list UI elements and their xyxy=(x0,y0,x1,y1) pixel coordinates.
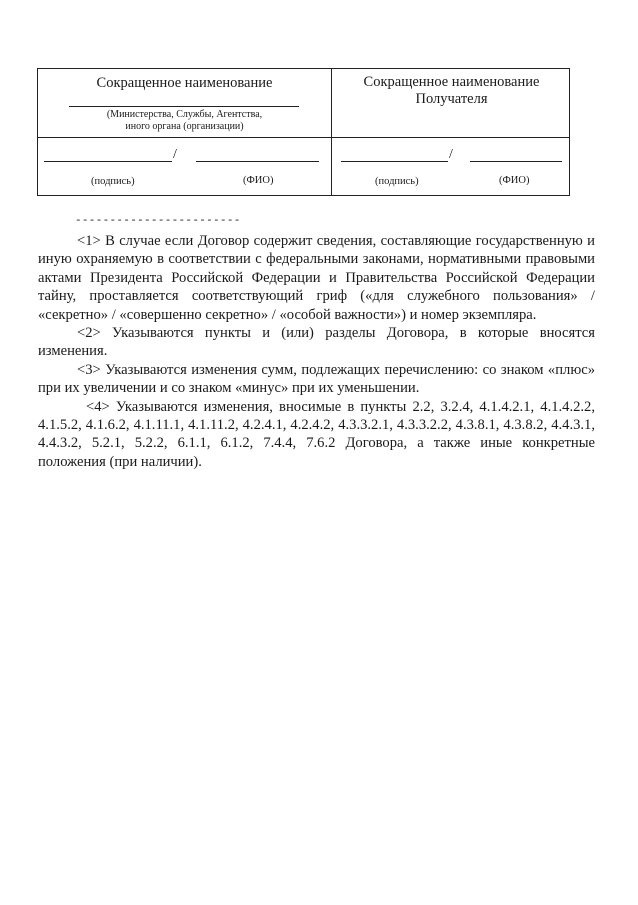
right-name-label: (ФИО) xyxy=(499,175,530,186)
footnote-4: <4> Указываются изменения, вносимые в пункты 2.2, 3.2.4, 4.1.4.2.1, 4.1.4.2.2, 4.1.5.2, 4.1.6.2, 4.1.11.1, 4.1.11.2, 4.2.4.1, 4.2.4.2, 4.3.3.2.1, 4.3.3.2.2, 4.3.8.1, 4.3.8.2, 4.4.3.1, 4.4.3.2, 5.2.1, 5.2.2, 6.1.1, 6.1.2, 7.4.4, 7.6.2 Договора, а также иные конкретные положения (при наличии). xyxy=(38,398,595,470)
left-name-label: (ФИО) xyxy=(243,175,274,186)
footnote-2: <2> Указываются пункты и (или) разделы Договора, в которые вносятся изменения. xyxy=(38,325,595,360)
left-signature-line xyxy=(44,161,172,162)
left-org-hint-line1: (Министерства, Службы, Агентства, xyxy=(106,109,263,120)
right-party-title xyxy=(332,74,571,108)
footnote-separator: ------------------------ xyxy=(75,215,241,227)
left-org-hint-line2: иного органа (организации) xyxy=(125,121,244,132)
footnotes xyxy=(38,232,595,471)
right-name-line xyxy=(470,161,562,162)
right-party-title-line1: Сокращенное наименование xyxy=(363,74,540,90)
signature-table xyxy=(37,68,570,196)
left-slash: / xyxy=(173,147,177,162)
right-slash: / xyxy=(449,147,453,162)
right-signature-line xyxy=(341,161,448,162)
left-signature-label: (подпись) xyxy=(91,176,135,187)
left-name-line xyxy=(196,161,319,162)
right-party-title-line2: Получателя xyxy=(415,91,488,107)
left-party-title: Сокращенное наименование xyxy=(96,75,273,91)
table-row-divider xyxy=(38,137,569,138)
footnote-1: <1> В случае если Договор содержит сведения, составляющие государственную и иную охраняемую в соответствии с федеральными законами, нормативными правовыми актами Президента Российской Федерации и Правительства Российской Федерации тайну, проставляется соответствующий гриф («для служебного пользования» / «секретно» / «совершенно секретно» / «особой важности») и номер экземпляра. xyxy=(38,233,595,323)
footnote-3: <3> Указываются изменения сумм, подлежащих перечислению: со знаком «плюс» при их увеличении и со знаком «минус» при их уменьшении. xyxy=(38,361,595,397)
left-org-hint xyxy=(38,109,331,133)
left-org-name-line xyxy=(69,106,299,107)
right-signature-label: (подпись) xyxy=(375,176,419,187)
